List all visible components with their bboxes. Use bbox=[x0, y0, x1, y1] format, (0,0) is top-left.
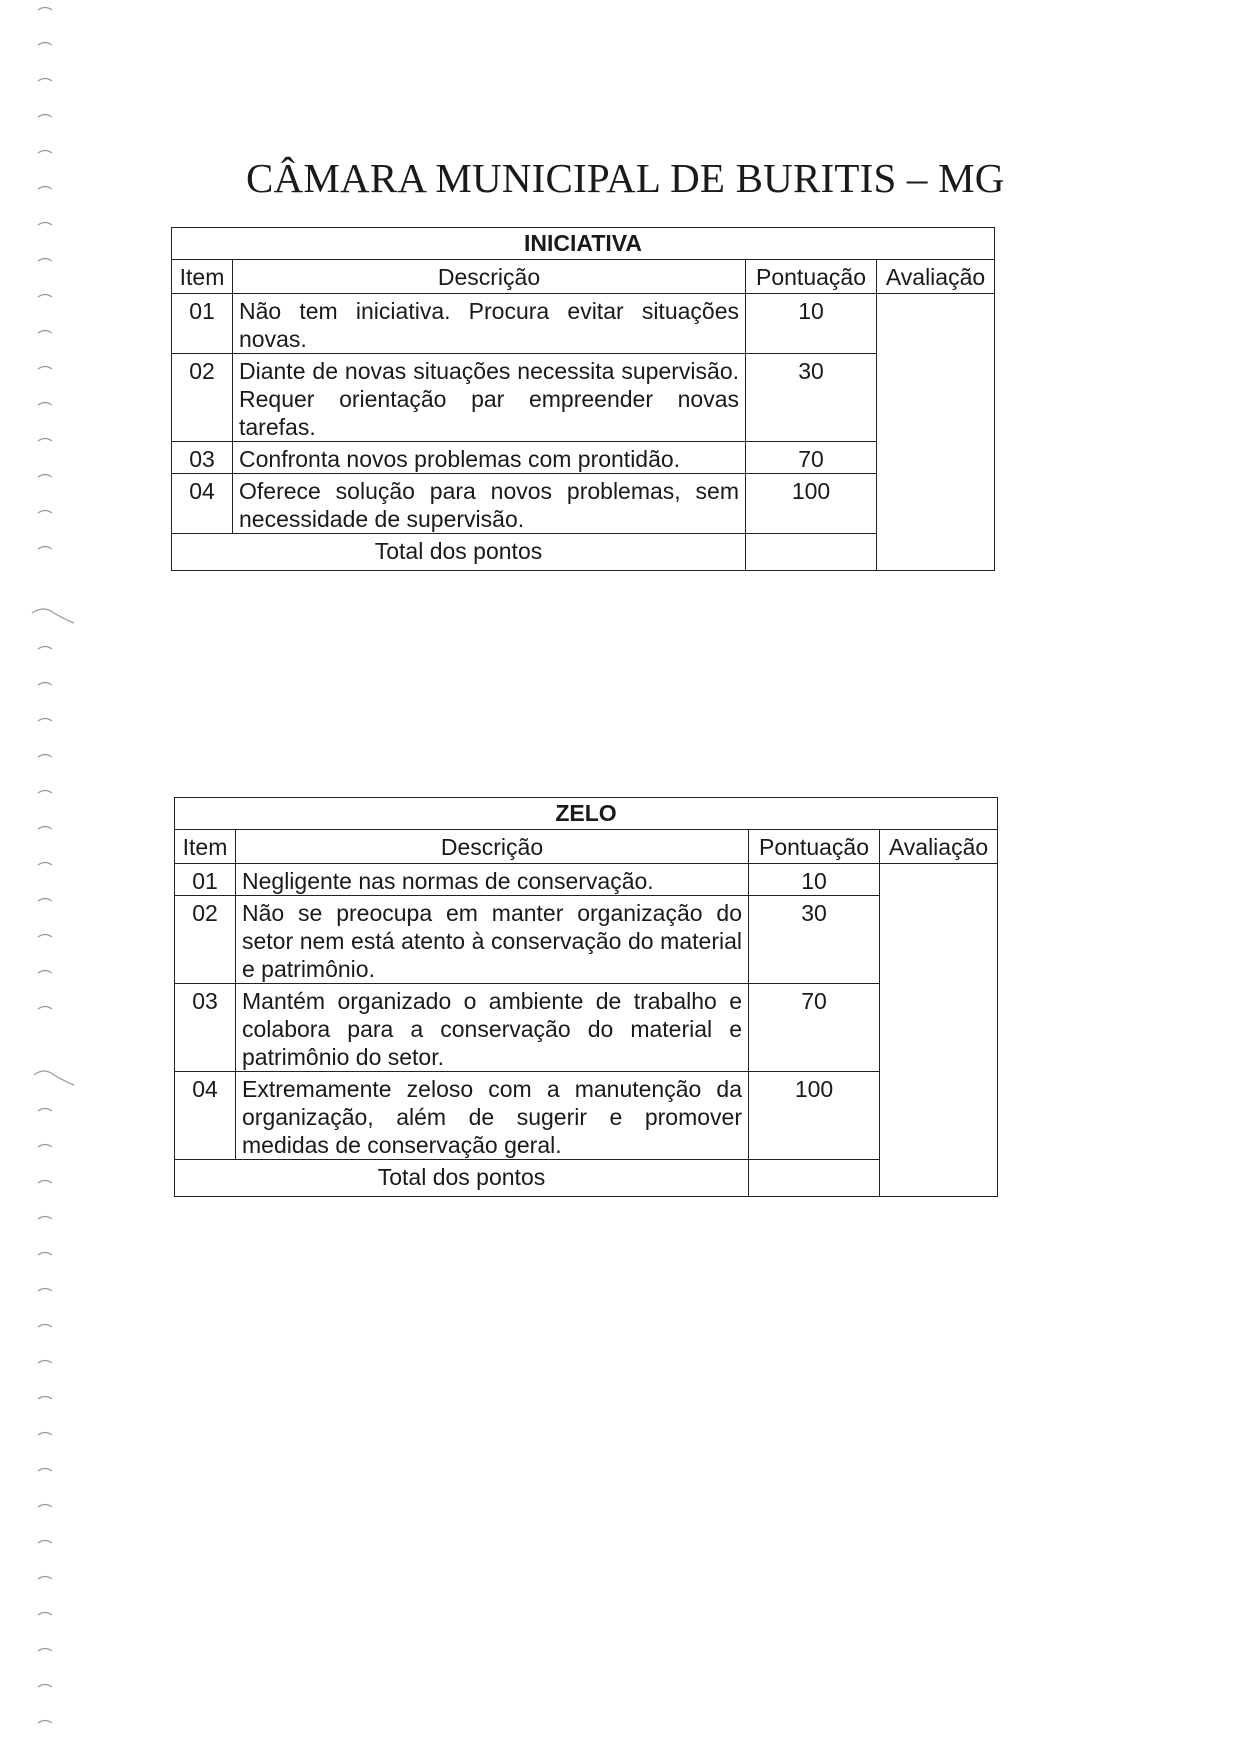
total-label: Total dos pontos bbox=[172, 534, 746, 571]
iniciativa-table bbox=[171, 227, 995, 571]
row-pontuacao: 70 bbox=[749, 984, 880, 1072]
row-descricao: Não se preocupa em manter organização do setor nem está atento à conservação do material e patrimônio. bbox=[236, 896, 749, 984]
table-row bbox=[175, 864, 998, 896]
header-avaliacao: Avaliação bbox=[877, 260, 995, 294]
binding-hole-marks bbox=[30, 0, 80, 1754]
table-total-row bbox=[175, 1160, 998, 1197]
table-row bbox=[175, 896, 998, 984]
row-item: 02 bbox=[172, 354, 233, 442]
header-pontuacao: Pontuação bbox=[746, 260, 877, 294]
row-pontuacao: 70 bbox=[746, 442, 877, 474]
header-item: Item bbox=[175, 830, 236, 864]
total-points-field[interactable] bbox=[749, 1160, 880, 1197]
table-row bbox=[172, 442, 995, 474]
row-item: 04 bbox=[172, 474, 233, 534]
row-descricao: Não tem iniciativa. Procura evitar situações novas. bbox=[233, 294, 746, 354]
avaliacao-field[interactable] bbox=[877, 294, 995, 571]
row-pontuacao: 100 bbox=[746, 474, 877, 534]
zelo-table bbox=[174, 797, 998, 1197]
table-row bbox=[172, 474, 995, 534]
table-header-row bbox=[172, 260, 995, 294]
table-row bbox=[172, 294, 995, 354]
table-row bbox=[175, 1072, 998, 1160]
row-descricao: Diante de novas situações necessita supervisão. Requer orientação par empreender novas tarefas. bbox=[233, 354, 746, 442]
header-pontuacao: Pontuação bbox=[749, 830, 880, 864]
header-descricao: Descrição bbox=[236, 830, 749, 864]
row-descricao: Mantém organizado o ambiente de trabalho e colabora para a conservação do material e patrimônio do setor. bbox=[236, 984, 749, 1072]
row-item: 03 bbox=[172, 442, 233, 474]
table-row bbox=[172, 354, 995, 442]
row-item: 03 bbox=[175, 984, 236, 1072]
row-descricao: Confronta novos problemas com prontidão. bbox=[233, 442, 746, 474]
header-item: Item bbox=[172, 260, 233, 294]
table-section-row bbox=[175, 798, 998, 830]
row-descricao: Negligente nas normas de conservação. bbox=[236, 864, 749, 896]
header-descricao: Descrição bbox=[233, 260, 746, 294]
table-total-row bbox=[172, 534, 995, 571]
row-item: 01 bbox=[172, 294, 233, 354]
table-header-row bbox=[175, 830, 998, 864]
row-pontuacao: 10 bbox=[749, 864, 880, 896]
total-label: Total dos pontos bbox=[175, 1160, 749, 1197]
row-pontuacao: 10 bbox=[746, 294, 877, 354]
row-item: 01 bbox=[175, 864, 236, 896]
row-pontuacao: 30 bbox=[746, 354, 877, 442]
avaliacao-field[interactable] bbox=[880, 864, 998, 1197]
row-descricao: Extremamente zeloso com a manutenção da organização, além de sugerir e promover medidas de conservação geral. bbox=[236, 1072, 749, 1160]
header-avaliacao: Avaliação bbox=[880, 830, 998, 864]
section-title: ZELO bbox=[175, 798, 998, 830]
row-pontuacao: 100 bbox=[749, 1072, 880, 1160]
table-section-row bbox=[172, 228, 995, 260]
section-title: INICIATIVA bbox=[172, 228, 995, 260]
table-row bbox=[175, 984, 998, 1072]
total-points-field[interactable] bbox=[746, 534, 877, 571]
row-item: 02 bbox=[175, 896, 236, 984]
row-pontuacao: 30 bbox=[749, 896, 880, 984]
row-item: 04 bbox=[175, 1072, 236, 1160]
row-descricao: Oferece solução para novos problemas, sem necessidade de supervisão. bbox=[233, 474, 746, 534]
page-title: CÂMARA MUNICIPAL DE BURITIS – MG bbox=[246, 155, 1005, 201]
